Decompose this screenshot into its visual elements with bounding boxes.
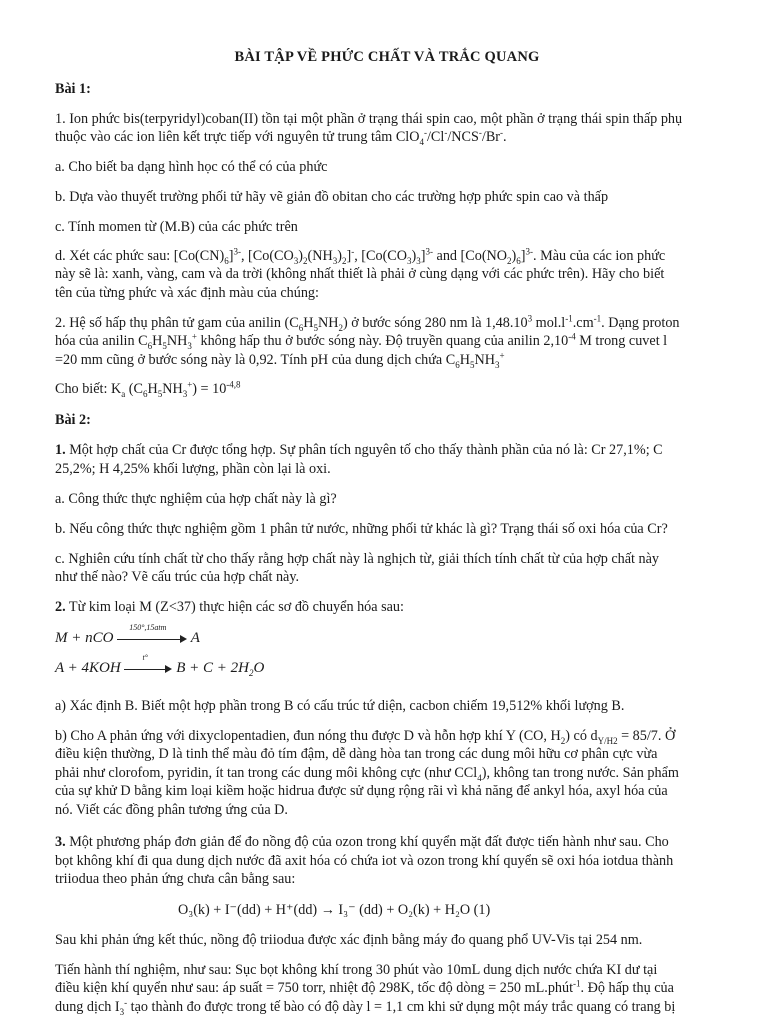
bai2-q2-b-line2: điều kiện thường, D là tinh thể màu đỏ tím đậm, dễ dàng hòa tan trong các dung môi hữu cơ phân cực vừa — [55, 746, 658, 762]
equation-2: A + 4KOH t° $B + C + 2H_2O$ — [55, 652, 265, 678]
bai2-heading: Bài 2: — [55, 412, 91, 428]
reaction-arrow-1: 150°,15atm — [117, 634, 187, 644]
bai2-q2-b-line5: nó. Viết các đồng phân tương ứng của D. — [55, 802, 288, 818]
bai2-c-line2: như thế nào? Vẽ cấu trúc của hợp chất này. — [55, 569, 300, 585]
bai1-p2-line1: 2. Hệ số hấp thụ phân tử gam của anilin $(C_6H_5NH_2)$ ở bước sóng 280 nm là 1,48.10$^3$ $mol.l^{-1}.cm^{-1}$. Dạng proton — [55, 313, 680, 333]
bai2-q3-line2: bọt không khí đi qua dung dịch nước đã axit hóa có chứa iot và ozon trong khí quyển sẽ oxi hóa iotdua thành — [55, 853, 674, 869]
reaction-arrow-2: t° — [124, 664, 172, 674]
bai1-given: Cho biết: $K_a$ $(C_6H_5NH_3^+) = 10^{-4,8}$ — [55, 379, 241, 399]
bai2-q3-line6: điều kiện khí quyển như sau: áp suất = 750 torr, nhiệt độ 298K, tốc độ dòng = 250 mL.phút$^{-1}$. Độ hấp thụ của — [55, 978, 674, 996]
bai2-a: a. Công thức thực nghiệm của hợp chất này là gì? — [55, 491, 337, 507]
bai2-q3-line3: triiodua theo phản ứng chưa cân bằng sau: — [55, 871, 296, 887]
bai2-q3-line7: dung dịch $I_3^-$ tạo thành đo được trong tế bào có độ dày l = 1,1 cm khi sử dụng một máy trắc quang có trang bị — [55, 997, 676, 1017]
bai1-heading: Bài 1: — [55, 81, 91, 97]
equation-1: M + nCO 150°,15atm A — [55, 622, 200, 646]
bai2-q1-line1: 1. Một hợp chất của Cr được tổng hợp. Sự phân tích nguyên tố cho thấy thành phần của nó là: Cr 27,1%; C — [55, 442, 663, 458]
bai2-q2-b-line3: phải như clorofom, pyridin, ít tan trong các dung môi không cực (như CCl$_4$), không tan trong nước. Sản phẩm — [55, 765, 679, 783]
bai2-q2-line1: 2. Từ kim loại M (Z<37) thực hiện các sơ đồ chuyển hóa sau: — [55, 599, 404, 615]
bai2-b: b. Nếu công thức thực nghiệm gồm 1 phân tử nước, những phối tử khác là gì? Trạng thái số oxi hóa của Cr? — [55, 521, 668, 537]
bai1-d-line3: tên của từng phức và xác định màu của chúng: — [55, 285, 319, 301]
reaction-equation-1: O₃(k) + I⁻(dd) + H⁺(dd) → I₃⁻ (dd) + O₂(k) + H₂O (1) — [178, 902, 491, 918]
bai2-q2-a: a) Xác định B. Biết một hợp phần trong B có cấu trúc tứ diện, cacbon chiếm 19,512% khối lượng B. — [55, 698, 625, 714]
bai2-q2-b-line1: b) Cho A phản ứng với dixyclopentadien, đun nóng thu được D và hỗn hợp khí Y (CO, $H_2$) có $d_{Y/H2} = 85/7$. Ở — [55, 728, 676, 746]
bai1-c: c. Tính momen từ (M.B) của các phức trên — [55, 219, 298, 235]
bai1-p2-line2: hóa của anilin $C_6H_5NH_3^+$ không hấp thu ở bước sóng này. Độ truyền quang của anilin $2,10^{-4}$ M trong cuvet l — [55, 331, 668, 351]
bai2-q3-line4: Sau khi phản ứng kết thúc, nồng độ triiodua được xác định bằng máy đo quang phổ UV-Vis tại 254 nm. — [55, 932, 643, 948]
bai2-q2-b-line4: của sự khử D bằng kim loại kiềm hoặc hidrua được sử dụng rộng rãi vì khả năng để ankyl hóa, axyl hóa của — [55, 783, 668, 799]
bai2-q1-line2: 25,2%; H 4,25% khối lượng, phần còn lại là oxi. — [55, 461, 331, 477]
bai2-q3-line1: 3. Một phương pháp đơn giản để đo nồng độ của ozon trong khí quyển mặt đất được tiến hành như sau. Cho — [55, 834, 669, 850]
bai1-a: a. Cho biết ba dạng hình học có thể có của phức — [55, 159, 328, 175]
bai1-p1-line2: thuộc vào các ion liên kết trực tiếp với nguyên tử trung tâm ClO$_4$-/Cl-/NCS-/Br-. — [55, 127, 507, 147]
bai1-d-line2: này sẽ là: xanh, vàng, cam và da trời (không nhất thiết là phải ở cùng dạng với các phức trên). Hãy cho biết — [55, 266, 665, 282]
bai1-p2-line3: =20 mm cũng ở bước sóng này là 0,92. Tính pH của dung dịch chứa $C_6H_5NH_3^+$ — [55, 350, 505, 370]
bai1-b: b. Dựa vào thuyết trường phối tử hãy vẽ giản đồ obitan cho các trường hợp phức spin cao và thấp — [55, 189, 609, 205]
bai2-q3-line5: Tiến hành thí nghiệm, như sau: Sục bọt không khí trong 30 phút vào 10mL dung dịch nước chứa KI dư tại — [55, 962, 658, 978]
bai2-c-line1: c. Nghiên cứu tính chất từ cho thấy rằng hợp chất này là nghịch từ, giải thích tính chất từ của hợp chất này — [55, 551, 660, 567]
bai1-p1-line1: 1. Ion phức bis(terpyridyl)coban(II) tồn tại một phần ở trạng thái spin cao, một phần ở trạng thái spin thấp phụ — [55, 111, 683, 127]
bai1-d-line1: d. Xét các phức sau: $[Co(CN)_6]^{3-}$, $[Co(CO_3)_2(NH_3)_2]^-$, $[Co(CO_3)_3]^{3-}$ and $[Co(NO_2)_6]^{3-}$. Màu của các ion phức — [55, 246, 666, 266]
page-title: BÀI TẬP VỀ PHỨC CHẤT VÀ TRẮC QUANG — [234, 49, 540, 65]
